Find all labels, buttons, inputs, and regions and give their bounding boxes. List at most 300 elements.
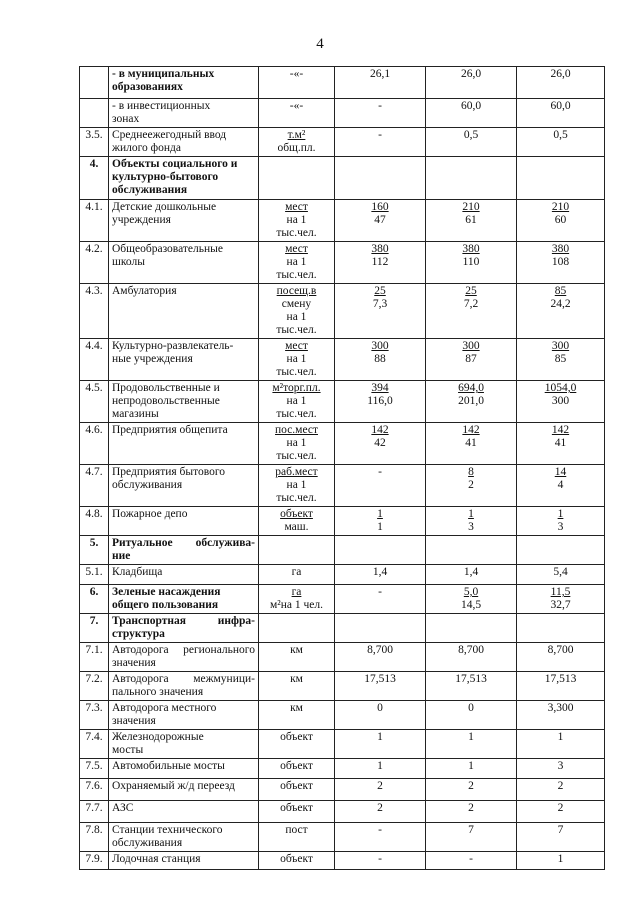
row-name-line: Станции технического bbox=[112, 824, 223, 836]
value-v1 bbox=[335, 99, 426, 128]
row-name bbox=[109, 536, 259, 565]
row-name-line: Культурно-развлекатель- bbox=[112, 340, 234, 352]
cell-text: 1 bbox=[557, 853, 564, 865]
cell-text: 0 bbox=[468, 702, 474, 714]
cell-text: тыс.чел. bbox=[276, 408, 317, 420]
unit-cell bbox=[259, 381, 335, 423]
cell-text: 17,513 bbox=[364, 673, 396, 685]
row-number bbox=[80, 157, 109, 200]
cell-text: 24,2 bbox=[550, 298, 571, 310]
row-number bbox=[80, 381, 109, 423]
table-row bbox=[80, 536, 605, 565]
cell-text: 300 bbox=[551, 395, 570, 407]
cell-text: 17,513 bbox=[544, 673, 577, 685]
cell-text: 14 bbox=[554, 466, 567, 478]
cell-text: 112 bbox=[371, 256, 389, 268]
cell-text: 1 bbox=[377, 521, 383, 533]
cell-text: 142 bbox=[551, 424, 570, 436]
cell-text: 300 bbox=[551, 340, 570, 352]
value-v3 bbox=[517, 381, 605, 423]
value-v2 bbox=[426, 157, 517, 200]
value-v3 bbox=[517, 242, 605, 284]
cell-text: объект bbox=[280, 780, 313, 792]
cell-text: м²на 1 чел. bbox=[270, 599, 323, 611]
value-v2 bbox=[426, 730, 517, 759]
indicators-table bbox=[79, 66, 605, 870]
table-row bbox=[80, 157, 605, 200]
unit-cell bbox=[259, 852, 335, 870]
value-v3 bbox=[517, 730, 605, 759]
row-name-line: Амбулатория bbox=[112, 285, 177, 297]
cell-text: 380 bbox=[551, 243, 570, 255]
unit-cell bbox=[259, 585, 335, 614]
row-name-line: Лодочная станция bbox=[112, 853, 201, 865]
row-name bbox=[109, 779, 259, 801]
cell-text: на 1 bbox=[286, 311, 307, 323]
cell-text: 394 bbox=[371, 382, 389, 394]
cell-text: 87 bbox=[465, 353, 477, 365]
row-number bbox=[80, 701, 109, 730]
cell-text: тыс.чел. bbox=[276, 269, 317, 281]
cell-text: на 1 bbox=[286, 256, 307, 268]
cell-text: - bbox=[378, 129, 382, 141]
table-row bbox=[80, 614, 605, 643]
cell-text: на 1 bbox=[286, 353, 307, 365]
row-name bbox=[109, 643, 259, 672]
cell-text: 26,1 bbox=[369, 68, 391, 80]
cell-text: мест bbox=[285, 201, 308, 213]
row-number-text: 7. bbox=[89, 615, 99, 627]
row-number-text: 7.7. bbox=[85, 802, 103, 814]
value-v3 bbox=[517, 67, 605, 99]
cell-text: смену bbox=[281, 298, 312, 310]
cell-text: 26,0 bbox=[460, 68, 482, 80]
cell-text: 1,4 bbox=[372, 566, 388, 578]
row-name-line: Транспортная инфра- bbox=[112, 615, 255, 627]
row-name bbox=[109, 157, 259, 200]
cell-text: - bbox=[378, 100, 382, 112]
cell-text: -«- bbox=[289, 100, 304, 112]
row-name bbox=[109, 801, 259, 823]
cell-text: 2 bbox=[468, 780, 474, 792]
row-name-line: Кладбища bbox=[112, 566, 163, 578]
row-number bbox=[80, 339, 109, 381]
row-number-text: 4.6. bbox=[85, 424, 103, 436]
table-row bbox=[80, 779, 605, 801]
cell-text: - bbox=[378, 586, 382, 598]
row-number-text: 7.6. bbox=[85, 780, 103, 792]
row-name bbox=[109, 423, 259, 465]
value-v3 bbox=[517, 507, 605, 536]
cell-text: 110 bbox=[462, 256, 480, 268]
unit-cell bbox=[259, 759, 335, 779]
cell-text: 300 bbox=[462, 340, 480, 352]
row-name bbox=[109, 730, 259, 759]
value-v2 bbox=[426, 507, 517, 536]
row-number bbox=[80, 801, 109, 823]
cell-text: объект bbox=[280, 853, 313, 865]
row-name-line: Железнодорожные bbox=[112, 731, 204, 743]
cell-text: 210 bbox=[551, 201, 570, 213]
value-v1 bbox=[335, 643, 426, 672]
cell-text: пост bbox=[285, 824, 308, 836]
row-name-line: общего пользования bbox=[112, 599, 219, 611]
unit-cell bbox=[259, 823, 335, 852]
row-name-line: - в инвестиционных bbox=[112, 100, 211, 112]
table-row bbox=[80, 759, 605, 779]
value-v2 bbox=[426, 565, 517, 585]
value-v1 bbox=[335, 157, 426, 200]
cell-text: 8 bbox=[468, 466, 474, 478]
cell-text: 142 bbox=[462, 424, 480, 436]
cell-text: объект bbox=[280, 731, 313, 743]
row-name-line: Автодорога межмуници- bbox=[112, 673, 255, 685]
cell-text: тыс.чел. bbox=[276, 324, 317, 336]
cell-text: 0,5 bbox=[463, 129, 479, 141]
row-number bbox=[80, 565, 109, 585]
row-name bbox=[109, 759, 259, 779]
cell-text: 60,0 bbox=[550, 100, 571, 112]
value-v1 bbox=[335, 614, 426, 643]
row-name-line: значения bbox=[112, 715, 156, 727]
unit-cell bbox=[259, 128, 335, 157]
value-v2 bbox=[426, 381, 517, 423]
cell-text: 4 bbox=[557, 479, 564, 491]
row-number bbox=[80, 823, 109, 852]
value-v3 bbox=[517, 643, 605, 672]
cell-text: 3 bbox=[557, 760, 564, 772]
cell-text: 3,300 bbox=[547, 702, 574, 714]
value-v2 bbox=[426, 339, 517, 381]
unit-cell bbox=[259, 284, 335, 339]
table-row bbox=[80, 67, 605, 99]
row-name-line: структура bbox=[112, 628, 165, 640]
row-name bbox=[109, 99, 259, 128]
cell-text: га bbox=[291, 566, 302, 578]
row-name bbox=[109, 242, 259, 284]
row-number-text: 4.8. bbox=[85, 508, 103, 520]
unit-cell bbox=[259, 242, 335, 284]
value-v2 bbox=[426, 801, 517, 823]
cell-text: 1054,0 bbox=[544, 382, 577, 394]
cell-text: 1,4 bbox=[463, 566, 479, 578]
cell-text: 85 bbox=[554, 285, 567, 297]
cell-text: 108 bbox=[551, 256, 570, 268]
value-v1 bbox=[335, 128, 426, 157]
cell-text: 11,5 bbox=[550, 586, 571, 598]
cell-text: 300 bbox=[371, 340, 389, 352]
row-number bbox=[80, 284, 109, 339]
row-name-line: пального значения bbox=[112, 686, 204, 698]
cell-text: 8,700 bbox=[547, 644, 574, 656]
row-number bbox=[80, 585, 109, 614]
table-row bbox=[80, 423, 605, 465]
table-row bbox=[80, 672, 605, 701]
row-number bbox=[80, 643, 109, 672]
value-v3 bbox=[517, 339, 605, 381]
row-number-text: 7.8. bbox=[85, 824, 103, 836]
value-v1 bbox=[335, 381, 426, 423]
row-number bbox=[80, 779, 109, 801]
row-number bbox=[80, 672, 109, 701]
cell-text: 2 bbox=[377, 802, 383, 814]
row-number-text: 7.2. bbox=[85, 673, 103, 685]
unit-cell bbox=[259, 614, 335, 643]
row-name-line: Объекты социального и bbox=[112, 158, 238, 170]
row-name bbox=[109, 614, 259, 643]
value-v3 bbox=[517, 128, 605, 157]
value-v1 bbox=[335, 759, 426, 779]
cell-text: 3 bbox=[557, 521, 564, 533]
value-v2 bbox=[426, 585, 517, 614]
cell-text: 142 bbox=[371, 424, 389, 436]
value-v3 bbox=[517, 801, 605, 823]
row-name-line: обслуживания bbox=[112, 479, 183, 491]
row-name bbox=[109, 507, 259, 536]
value-v2 bbox=[426, 200, 517, 242]
value-v3 bbox=[517, 200, 605, 242]
value-v3 bbox=[517, 99, 605, 128]
row-number-text: 4.7. bbox=[85, 466, 103, 478]
cell-text: 1 bbox=[377, 731, 383, 743]
cell-text: 2 bbox=[468, 802, 474, 814]
cell-text: км bbox=[290, 702, 303, 714]
row-name bbox=[109, 381, 259, 423]
row-number bbox=[80, 423, 109, 465]
row-name-line: Предприятия общепита bbox=[112, 424, 228, 436]
cell-text: мест bbox=[285, 340, 308, 352]
table-row bbox=[80, 99, 605, 128]
row-number bbox=[80, 536, 109, 565]
cell-text: 41 bbox=[554, 437, 567, 449]
cell-text: - bbox=[378, 466, 382, 478]
unit-cell bbox=[259, 672, 335, 701]
value-v3 bbox=[517, 672, 605, 701]
cell-text: 2 bbox=[557, 802, 564, 814]
cell-text: 2 bbox=[377, 780, 383, 792]
value-v2 bbox=[426, 284, 517, 339]
cell-text: 0 bbox=[377, 702, 383, 714]
row-name bbox=[109, 701, 259, 730]
value-v3 bbox=[517, 852, 605, 870]
value-v3 bbox=[517, 701, 605, 730]
row-name bbox=[109, 128, 259, 157]
cell-text: 1 bbox=[468, 508, 474, 520]
value-v1 bbox=[335, 242, 426, 284]
row-name bbox=[109, 565, 259, 585]
row-number-text: 4.1. bbox=[85, 201, 103, 213]
unit-cell bbox=[259, 779, 335, 801]
value-v2 bbox=[426, 465, 517, 507]
row-name-line: Автодорога регионального bbox=[112, 644, 255, 656]
row-name-line: - в муниципальных bbox=[112, 68, 215, 80]
cell-text: 1 bbox=[377, 508, 383, 520]
value-v3 bbox=[517, 585, 605, 614]
value-v2 bbox=[426, 779, 517, 801]
cell-text: тыс.чел. bbox=[276, 492, 317, 504]
cell-text: 88 bbox=[374, 353, 386, 365]
cell-text: - bbox=[469, 853, 473, 865]
table-row bbox=[80, 128, 605, 157]
table-row bbox=[80, 585, 605, 614]
row-name-line: обслуживания bbox=[112, 837, 183, 849]
row-name-line: учреждения bbox=[112, 214, 171, 226]
cell-text: 1 bbox=[557, 508, 564, 520]
value-v1 bbox=[335, 423, 426, 465]
row-name-line: Продовольственные и bbox=[112, 382, 220, 394]
value-v1 bbox=[335, 507, 426, 536]
value-v2 bbox=[426, 536, 517, 565]
table-row bbox=[80, 507, 605, 536]
cell-text: объект bbox=[280, 508, 313, 520]
value-v1 bbox=[335, 730, 426, 759]
row-name-line: Охраняемый ж/д переезд bbox=[112, 780, 235, 792]
row-name bbox=[109, 284, 259, 339]
value-v1 bbox=[335, 465, 426, 507]
row-name-line: образованиях bbox=[112, 81, 183, 93]
cell-text: - bbox=[378, 853, 382, 865]
cell-text: 25 bbox=[374, 285, 386, 297]
unit-cell bbox=[259, 423, 335, 465]
value-v2 bbox=[426, 242, 517, 284]
row-number-text: 3.5. bbox=[85, 129, 103, 141]
row-number-text: 7.5. bbox=[85, 760, 103, 772]
row-number-text: 6. bbox=[89, 586, 99, 598]
cell-text: мест bbox=[285, 243, 308, 255]
unit-cell bbox=[259, 565, 335, 585]
cell-text: 1 bbox=[468, 731, 474, 743]
cell-text: 0,5 bbox=[553, 129, 568, 141]
cell-text: 1 bbox=[557, 731, 564, 743]
cell-text: 8,700 bbox=[367, 644, 393, 656]
table-row bbox=[80, 339, 605, 381]
cell-text: км bbox=[290, 644, 303, 656]
cell-text: 116,0 bbox=[367, 395, 393, 407]
value-v2 bbox=[426, 67, 517, 99]
value-v3 bbox=[517, 565, 605, 585]
cell-text: 7 bbox=[468, 824, 474, 836]
unit-cell bbox=[259, 507, 335, 536]
row-name bbox=[109, 672, 259, 701]
value-v1 bbox=[335, 779, 426, 801]
unit-cell bbox=[259, 465, 335, 507]
row-name-line: ные учреждения bbox=[112, 353, 193, 365]
row-number-text: 5. bbox=[89, 537, 99, 549]
row-name-line: школы bbox=[112, 256, 145, 268]
cell-text: тыс.чел. bbox=[276, 366, 317, 378]
cell-text: - bbox=[378, 824, 382, 836]
cell-text: 380 bbox=[462, 243, 480, 255]
cell-text: на 1 bbox=[286, 437, 307, 449]
cell-text: пос.мест bbox=[275, 424, 318, 436]
cell-text: 17,513 bbox=[455, 673, 487, 685]
row-name-line: значения bbox=[112, 657, 156, 669]
row-name bbox=[109, 200, 259, 242]
cell-text: 14,5 bbox=[460, 599, 482, 611]
cell-text: 47 bbox=[374, 214, 386, 226]
cell-text: га bbox=[291, 586, 302, 598]
cell-text: 8,700 bbox=[458, 644, 484, 656]
unit-cell bbox=[259, 339, 335, 381]
cell-text: 60 bbox=[554, 214, 567, 226]
cell-text: 32,7 bbox=[550, 599, 571, 611]
value-v2 bbox=[426, 701, 517, 730]
table-row bbox=[80, 242, 605, 284]
table-row bbox=[80, 701, 605, 730]
cell-text: 1 bbox=[377, 760, 383, 772]
row-name bbox=[109, 339, 259, 381]
value-v3 bbox=[517, 614, 605, 643]
row-name-line: Автомобильные мосты bbox=[112, 760, 225, 772]
row-number-text: 7.3. bbox=[85, 702, 103, 714]
table-row bbox=[80, 823, 605, 852]
row-number bbox=[80, 507, 109, 536]
cell-text: 7,2 bbox=[463, 298, 479, 310]
row-name-line: Детские дошкольные bbox=[112, 201, 217, 213]
unit-cell bbox=[259, 536, 335, 565]
cell-text: 41 bbox=[465, 437, 477, 449]
row-name-line: культурно-бытового bbox=[112, 171, 219, 183]
row-name-line: жилого фонда bbox=[112, 142, 181, 154]
row-number-text: 7.9. bbox=[85, 853, 103, 865]
value-v3 bbox=[517, 423, 605, 465]
cell-text: маш. bbox=[284, 521, 309, 533]
unit-cell bbox=[259, 67, 335, 99]
value-v3 bbox=[517, 536, 605, 565]
value-v1 bbox=[335, 536, 426, 565]
cell-text: 1 bbox=[468, 760, 474, 772]
cell-text: м²торг.пл. bbox=[272, 382, 321, 394]
row-name bbox=[109, 585, 259, 614]
unit-cell bbox=[259, 99, 335, 128]
cell-text: раб.мест bbox=[275, 466, 318, 478]
unit-cell bbox=[259, 701, 335, 730]
cell-text: объект bbox=[280, 760, 313, 772]
cell-text: 60,0 bbox=[460, 100, 482, 112]
value-v1 bbox=[335, 672, 426, 701]
row-number-text: 4.4. bbox=[85, 340, 103, 352]
value-v1 bbox=[335, 565, 426, 585]
row-name-line: Общеобразовательные bbox=[112, 243, 223, 255]
value-v3 bbox=[517, 465, 605, 507]
cell-text: км bbox=[290, 673, 303, 685]
value-v2 bbox=[426, 759, 517, 779]
row-name bbox=[109, 852, 259, 870]
unit-cell bbox=[259, 730, 335, 759]
row-number-text: 7.1. bbox=[85, 644, 103, 656]
value-v1 bbox=[335, 801, 426, 823]
table-row bbox=[80, 284, 605, 339]
row-number bbox=[80, 200, 109, 242]
cell-text: 210 bbox=[462, 201, 480, 213]
value-v2 bbox=[426, 128, 517, 157]
value-v3 bbox=[517, 157, 605, 200]
cell-text: 2 bbox=[468, 479, 474, 491]
unit-cell bbox=[259, 200, 335, 242]
table-row bbox=[80, 801, 605, 823]
row-name-line: обслуживания bbox=[112, 184, 188, 196]
cell-text: на 1 bbox=[286, 395, 307, 407]
cell-text: на 1 bbox=[286, 479, 307, 491]
value-v3 bbox=[517, 284, 605, 339]
value-v2 bbox=[426, 672, 517, 701]
row-number bbox=[80, 730, 109, 759]
table-row bbox=[80, 730, 605, 759]
value-v1 bbox=[335, 823, 426, 852]
cell-text: 5,0 bbox=[463, 586, 479, 598]
value-v1 bbox=[335, 284, 426, 339]
row-name-line: непродовольственные bbox=[112, 395, 220, 407]
